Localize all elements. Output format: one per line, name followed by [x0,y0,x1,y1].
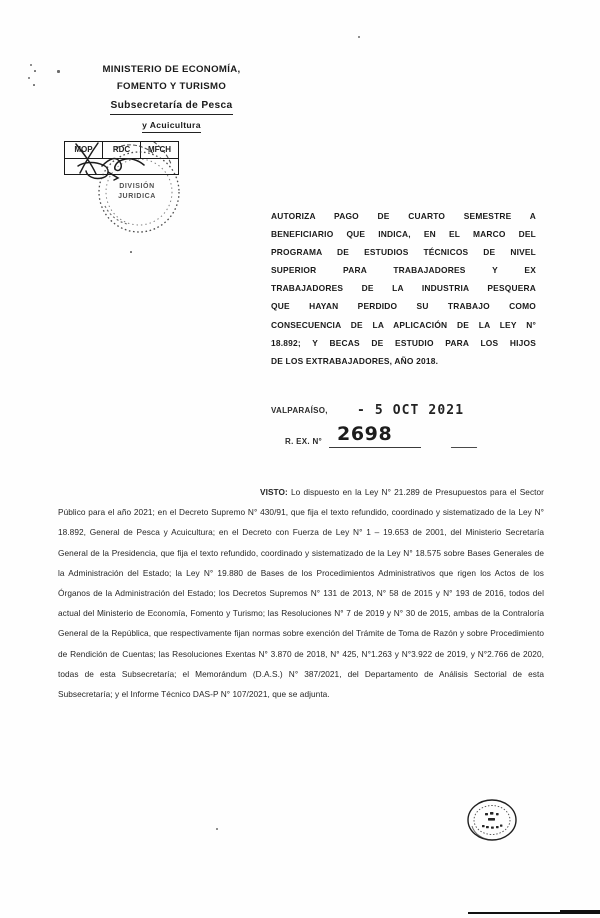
stamp-text-line1: DIVISIÓN [119,183,155,190]
scan-artifact [28,77,30,79]
routing-blank-3 [140,159,178,176]
title-line: CONSECUENCIA DE LA APLICACIÓN DE LA LEY N° [271,319,536,330]
scan-artifact [57,70,60,73]
scan-artifact [33,84,35,86]
resolution-number-rule-secondary [451,447,477,448]
ministry-name: MINISTERIO DE ECONOMÍA, [102,64,241,75]
title-line: TRABAJADORES DE LA INDUSTRIA PESQUERA [271,283,536,294]
routing-signature-row [65,159,178,176]
routing-initials-box [64,141,179,175]
routing-blank-1 [65,159,103,176]
scan-artifact [34,70,36,72]
scan-edge-line [560,910,600,912]
title-line: 18.892; Y BECAS DE ESTUDIO PARA LOS HIJOS [271,337,536,348]
scan-artifact [130,251,132,253]
issuance-date-stamp: - 5 OCT 2021 [357,403,465,418]
stamp-text [83,182,191,201]
visto-paragraph [58,482,544,704]
routing-cell-rdc: RDC [102,142,141,158]
routing-cell-mop: MOP [74,145,93,154]
resolution-number-rule [329,447,421,448]
title-line: AUTORIZA PAGO DE CUARTO SEMESTRE A [271,211,536,221]
resolution-number-value: 2698 [337,423,393,445]
resolution-number-row [271,425,536,455]
letterhead [64,62,279,133]
routing-header-row [65,142,178,159]
title-line: QUE HAYAN PERDIDO SU TRABAJO COMO [271,301,536,312]
resolution-number-label: R. EX. N° [285,437,323,446]
title-line: PROGRAMA DE ESTUDIOS TÉCNICOS DE NIVEL [271,247,536,258]
scan-artifact [358,36,360,38]
routing-cell-mfch: MFCH [147,145,172,154]
document-body [58,482,544,704]
visto-text: Lo dispuesto en la Ley N° 21.289 de Presupuestos para el Sector Público para el año 2021; en el Decreto Supremo N° 430/91, que fija el texto refundido, coordinado y sistematizado de la Ley N° 18.892, General de Pesca y Acuicultura; en el Decreto con Fuerza de Ley N° 1 – 19.653 de 2001, del Ministerio Secretaría General de la Presidencia, que fija el texto refundido, coordinado y sistematizado de la Ley N° 18.575 sobre Bases Generales de la Administración del Estado; la Ley N° 19.880 de Bases de los Procedimientos Administrativos que rigen los Actos de los Órganos de la Administración del Estado; los Decretos Supremos N° 131 de 2013, N° 58 de 2015 y N° 193 de 2016, todos del actual del Ministerio de Economía, Fomento y Turismo; las Resoluciones N° 7 de 2019 y N° 30 de 2015, ambas de la Contraloría General de la República, que respectivamente fijan normas sobre exención del Trámite de Toma de Razón y sobre Procedimiento de Rendición de Cuentas; las Resoluciones Exentas N° 3.870 de 2018, N° 425, N°1.263 y N°3.922 de 2019, y N°2.766 de 2020, todas de esta Subsecretaría; el Memorándum (D.A.S.) N° 387/2021, del Departamento de Análisis Sectorial de esta Subsecretaría; y el Informe Técnico DAS-P N° 107/2021, que se adjunta. [58,487,544,700]
ministry-name-cont: FOMENTO Y TURISMO [116,80,227,92]
subsecretariat-name: Subsecretaría de Pesca [110,98,232,115]
visto-label: VISTO: [260,487,288,497]
stamp-text-line2: JURIDICA [118,192,156,200]
validation-stamp [463,796,521,848]
resolution-title [271,207,536,370]
title-line: BENEFICIARIO QUE INDICA, EN EL MARCO DEL [271,229,536,240]
issuance-date-row [271,403,536,423]
scan-artifact [30,64,32,66]
subsecretariat-name-cont: y Acuicultura [142,119,201,133]
title-line: DE LOS EXTRABAJADORES, AÑO 2018. [271,355,439,366]
issuance-city: VALPARAÍSO, [271,406,328,415]
title-line: SUPERIOR PARA TRABAJADORES Y EX [271,265,536,276]
scan-artifact [216,828,218,830]
routing-blank-2 [103,159,141,176]
